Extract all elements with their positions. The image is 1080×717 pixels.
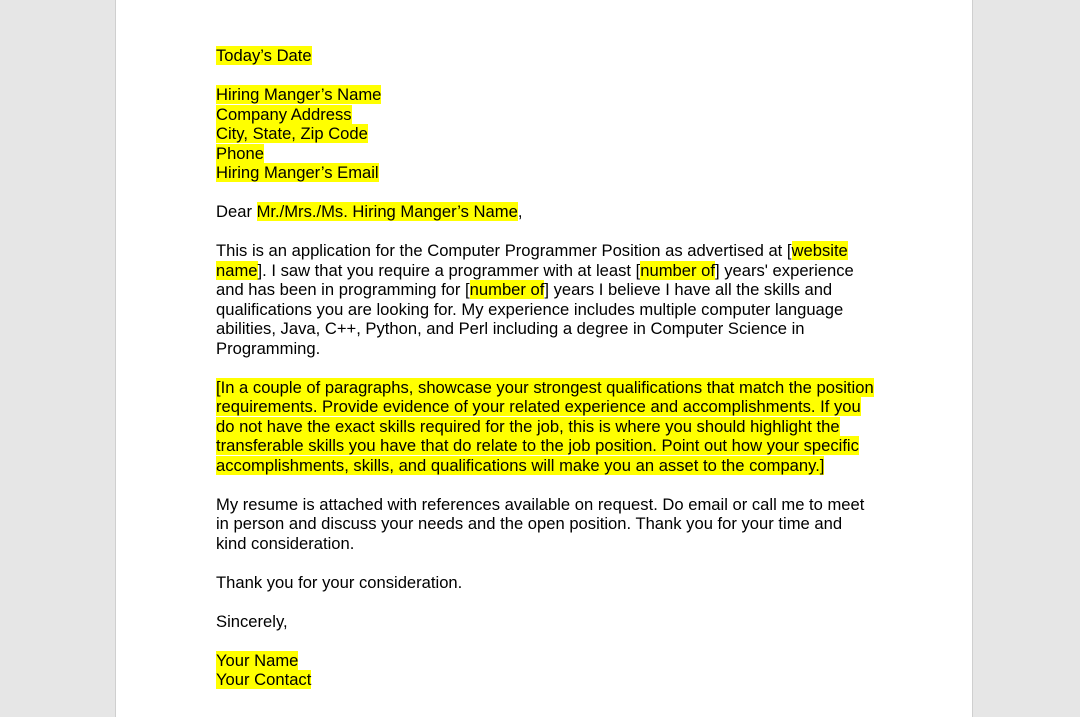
- salutation-prefix: Dear: [216, 202, 257, 221]
- qualifications-paragraph: [216, 378, 876, 476]
- salutation-name: Mr./Mrs./Ms. Hiring Manger’s Name: [256, 202, 518, 221]
- date-line: [216, 46, 876, 66]
- intro-text-1: This is an application for the Computer Programmer Position as advertised at [: [216, 241, 792, 260]
- spacer: [216, 358, 876, 378]
- recipient-city-state-zip: City, State, Zip Code: [216, 124, 368, 143]
- signature-block: [216, 651, 876, 690]
- salutation-suffix: ,: [517, 202, 523, 221]
- recipient-company-address: Company Address: [216, 104, 352, 124]
- spacer: [216, 222, 876, 242]
- intro-paragraph: [216, 241, 876, 358]
- document-page: [115, 0, 973, 717]
- website-placeholder-1: website: [791, 241, 848, 260]
- salutation: [216, 202, 876, 222]
- intro-text-4: ] years I believe I have all the skills and qualifications you are looking for. My experience includes multiple computer language abilities, Java, C++, Python, and Perl including a degree in Computer Science in Programming.: [216, 280, 844, 358]
- spacer: [216, 553, 876, 573]
- spacer: [216, 183, 876, 203]
- closing-paragraph: My resume is attached with references available on request. Do email or call me to meet in person and discuss your needs and the open position. Thank you for your time and kind consideration.: [216, 494, 865, 553]
- years-experience-placeholder: number of: [469, 280, 545, 299]
- intro-text-2: ]. I saw that you require a programmer with at least [: [257, 260, 641, 280]
- letter-body[interactable]: [216, 46, 876, 690]
- qualifications-placeholder: [In a couple of paragraphs, showcase your strongest qualifications that match the position requirements. Provide evidence of your related experience and accomplishments. If you do not have the exact skills required for the job, this is where you should highlight the transferable skills you have that do relate to the job position. Point out how your specific accomplishments, skills, and qualifications will make you an asset to the company.]: [216, 377, 874, 475]
- date-placeholder: Today’s Date: [216, 46, 312, 65]
- sign-off: Sincerely,: [216, 611, 288, 631]
- thanks-line: Thank you for your consideration.: [216, 572, 463, 592]
- intro-text-3: ] years' experience and has been in programming for [: [216, 260, 854, 299]
- recipient-name: Hiring Manger’s Name: [216, 85, 382, 104]
- signature-contact: Your Contact: [216, 670, 312, 689]
- spacer: [216, 66, 876, 86]
- recipient-phone: Phone: [216, 143, 264, 163]
- spacer: [216, 475, 876, 495]
- recipient-block: [216, 85, 876, 183]
- spacer: [216, 592, 876, 612]
- years-required-placeholder: number of: [640, 260, 715, 280]
- signature-name: Your Name: [216, 650, 299, 670]
- recipient-email: Hiring Manger’s Email: [216, 163, 379, 182]
- website-placeholder-2: name: [216, 260, 258, 280]
- spacer: [216, 631, 876, 651]
